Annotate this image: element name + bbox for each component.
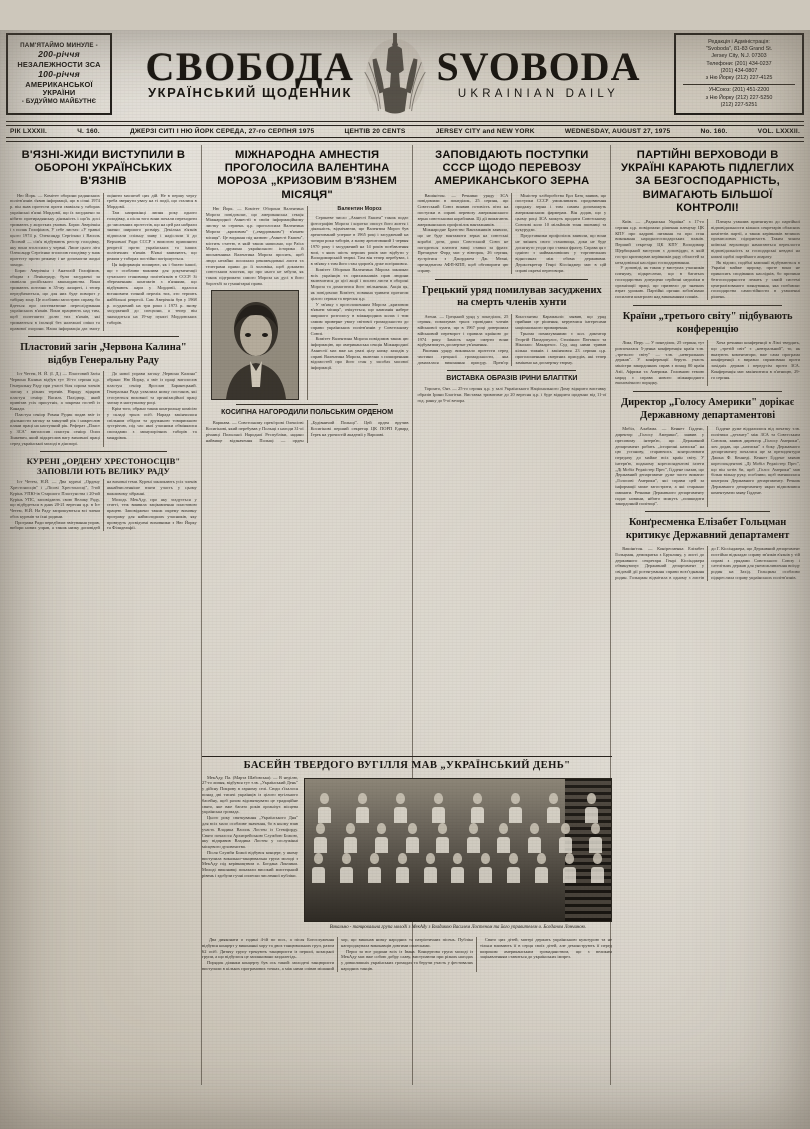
english-title-block — [436, 43, 641, 100]
article-headline-plast-rada: Пластовий загін „Червона Калина" відбув Генеральну Раду — [20, 342, 187, 366]
newspaper-title-english: SVOBODA — [436, 43, 641, 89]
article-body-voa-director — [615, 426, 800, 507]
article-headline-party-bosses: ПАРТІЙНІ ВЕРХОВОДИ В УКРАЇНІ КАРАЮТЬ ПІДЛЕГЛИХ ЗА БЕЗГОСПОДАРНІСТЬ, ВИМАГАЮТЬ БІЛЬШОЇ КОНТРОЛІ! — [620, 149, 795, 214]
dateline-year-en: VOL. LXXXII. — [757, 128, 800, 135]
paragraph: Цього року святкування „Українського Дня" для всіх мало особливе значення, бо в ньому взяв участь Владика Василь Лостен із Стемфорду. Свято почалося Архиєрейською Службою Божою, яку відправив Владика Лостен у сослужінні місцевого духовенства. — [202, 815, 298, 850]
paragraph: Два дияконати о годині 4-ій по пол., а після Богослуження відбувся концерт у виконанні хору та двох танцювальних груп, разом 62 осіб. Дитячу групу тренують танцюристи із першої, козацької групи, а що відбулося це запляновано заздалегідь. — [202, 936, 334, 960]
contact-line-9: (212) 227-5251 — [720, 102, 758, 109]
paragraph: Перш за все родини всіх із Івана. Концертова група молоді із МекАду має вже собою добру славу, виступаючи при різних нагодах у довколишніх українських громадах та беручи участь у фестивалях народних танців. — [341, 948, 473, 971]
paragraph: Хоча речники конференції в Лімі твердять, що „третій світ" є „невтральний", то, як вказують коментатори, вже сама програма конференції є виразно спрямована проти західніх держав і передусім проти ЗСА. Конференція має закінчитися в п'ятницю, 29-го серпня. — [711, 340, 800, 380]
paragraph: Ню Йорк. — Комітет оборони радянських політв'язнів з'явив інформації, що в січні 1974 р. він знав протести проти свавілля у таборах українські в'язні Мордовії, що їх засуджено за нібито протирадянську діяльність і що'їх досі тримають у жорстких умовах. Борис Аверічкін і з поляк Голофімов, У себе листах: «У травні цього 1974 р. Олександр Сергієнко і Василь Лісовий — сім'я відбувають реєстр голодівку, яку вони зголосили у червні. Лише цього літа Олександр Сергієнко зголосив голодівку у знак протесту проти режиму і не допомогли жодні заходи. — [10, 192, 100, 268]
paragraph: Міжнародне Братство Вантажників заявило, що не буде вантажити зерна на совєтські кораблі доти, доки Совєтський Союз не погодиться платити вищі ставки за фрахт. Президент Форд має у вівторок, 26 серпня, зустрітися з Джорджем Дж. Меані, президентом АФП-КПП, щоб обговорити цю справу. — [417, 227, 509, 273]
ukrainian-title-block — [145, 43, 355, 101]
paragraph: Порядок ділянки концерту був ось такий: молодечі танцюристи виступали в кількох програмових точках, а між ними співав мішаний хор, що виконав низку народних та патріотичних пісень. Публіка нагороджувала виконавців довгими оплесками. — [202, 936, 473, 971]
paragraph: Представники профспілок заявили, що вони не змінять свого становища, доки не буде досягнуто угоди про ставки фрахту. Справа ця є однією з найважливіших у торговельних відносинах між обома державами. Держсекретар Генрі Кіссінджер має в цій справі окремі переговори. — [515, 233, 607, 273]
dateline-place-en: JERSEY CITY and NEW YORK — [435, 128, 535, 135]
section-divider — [447, 370, 576, 371]
article-headline-crusaders-kurin: КУРЕНІ „ОРДЕНУ ХРЕСТОНОСЦІВ" ЗАПОВІЛИ ЮТЬ ВЕЛИКУ РАДУ — [26, 455, 181, 476]
trident-statue-emblem-icon — [358, 33, 432, 115]
paragraph: Торонто, Онт. — 25-го серпня ц.р. у залі Українського Національного Дому відкрито виставку образів Ірини Благітки. Виставка триватиме до 20 вересня ц.р. і буде відкрита щоденно від 11-ої год. ранку до 9-ої вечора. — [417, 385, 607, 403]
paragraph: Молодь МекАду, про яку згадується у статті, теж виявила зацікавлення пластовою працею. Заповіджено також окрему виховну програму для наймолодших учасників, яку проведуть досвідчені виховники з Ню Йорку та Філядельфії. — [106, 496, 197, 531]
coal-region-feature — [202, 756, 612, 972]
article-body-party-bosses — [615, 219, 800, 300]
anniversary-line-4: 100-річчя — [38, 69, 80, 80]
newspaper-front-page — [0, 30, 810, 1129]
contact-divider — [683, 84, 795, 85]
article-body-third-world-conference — [615, 340, 800, 386]
article-body-grain-transport — [417, 193, 606, 274]
article-headline-jewish-prisoners: В'ЯЗНІ-ЖИДИ ВИСТУПИЛИ В ОБОРОНІ УКРАЇНСЬКИХ В'ЯЗНІВ — [21, 149, 186, 188]
paragraph: Борис Аверічкін і Анатолій Голофімов, обидва з Ленінграду, були засуджені за свавілля російського законодавства. Вони тримають поточно в 35-му лазареті, і тепер передбачається, що для них буде поворот у табірну зону. Це особливо загострює справу, бо йдеться про систематичне переслідування українських в'язнів. Вони працюють над тим, щоб полегшити долю тих в'язнів, які тримаються в ізоляції без належної опіки та правової охорони. Наша інформація дає змогу оцінити масштаб цих дій. Не в першу чергу треба звернути увагу на ті події, що сталися в Мордовії. — [10, 192, 197, 331]
article-body-holtzman-criticism — [615, 546, 800, 581]
paragraph: Варшава. — Совєтському прем'єрові Олексієві Косигінові, який перебував у Польщі з нагоди 31-ої річниці Польської Народної Республіки, надано найвище відзначення Польщі — орден „Будівничий Польщі". Цей орден вручив Косигінові перший секретар ЦК ПОРП Едвард Ґерек на урочистій академії у Варшаві. — [205, 420, 409, 443]
anniversary-line-2: 200-річчя — [38, 49, 80, 60]
contact-line-5: (201) 434-0807 — [720, 67, 758, 74]
paragraph: Комітет Оборони Валентина Мороза закликає всіх українців та прихильників прав людини включитися до цієї акції і писати листи в обороні Мороза та домагатися його звільнення. Акція ця, як повідомляє Комітет, повинна тривати протягом цілого серпня та вересня ц.р. — [310, 266, 409, 301]
article-body-blahitka-exhibit — [417, 386, 606, 403]
section-divider — [645, 511, 770, 512]
contact-line-8: з Ню Йорку (212) 227-5250 — [705, 94, 773, 101]
paragraph: Вашінґтон. — Речники уряду ЗСА повідомили в понеділок, 25 серпня, що Совєтський Союз виявив готовість піти на поступки в справі перевозу американського зерна совєтськими кораблями. Ці дії вимагають американських профспілок вантажників. — [417, 192, 509, 227]
article-headline-coal-region-ukrainian-day: БАСЕЙН ТВЕРДОГО ВУГІЛЛЯ МАВ „УКРАЇНСЬКИЙ ДЕНЬ" — [243, 760, 571, 771]
photo-caption-mcadoo-group: Вокально - танцювальна група молоді з МекАду з Владикою Василем Лостеном та його управителем о. Богданом Лончиною. — [329, 924, 587, 930]
paragraph: Міністер хліборобства Ерл Батц заявив, що поступки СССР уможливлять продовження продажу зерна і тим самим допоможуть американським фармерам. Він додав, що у цьому році ЗСА можуть продати Совєтському Союзові коло 10 мільйонів тонн пшениці та кукурудзи. — [515, 192, 607, 233]
dateline-year-ua: РІК LXXXII. — [10, 128, 48, 135]
article-headline-amnesty-moroz: МІЖНАРОДНА АМНЕСТІЯ ПРОГОЛОСИЛА ВАЛЕНТИНА МОРОЗА „КРИЗОВИМ В'ЯЗНЕМ МІСЯЦЯ" — [217, 149, 397, 201]
contact-line-4: Телефони: (201) 434-0237 — [706, 60, 772, 67]
newspaper-subtitle-ukrainian: УКРАЇНСЬКИЙ ЩОДЕННИК — [147, 85, 353, 101]
paragraph: До нової управи загону „Червона Калина" обрано: Ню Йорку, а звіт із праці виголосив пластун сеніор Ярослав Баранецький. Генеральна Рада ухвалила низку постанов, які стосуються виховної та організаційної праці загону в наступному році. — [106, 371, 197, 406]
paragraph: Ліма, Перу. — У понеділок, 25 серпня, тут розпочалася 5-денна конференція країн т.зв. „третього світу" — т.зв. „невтральних держав". У конференції беруть участь міністри закордонних справ з понад 80 країн Азії, Африки та Америки. Головною темою нарад є справа нового міжнародного економічного порядку. — [615, 340, 705, 386]
contact-line-3: Jersey City, N.J. 07303 — [711, 53, 767, 60]
newspaper-subtitle-english: UKRAINIAN DAILY — [457, 87, 620, 100]
paragraph: Як відомо, подібні кампанії відбуваються в Україні майже щороку, проте вони не приносять сподіваних наслідків, бо причини безгосподарности лежать у самій системі централізованого плянування, яка позбавляє господарства самостійности в ухваленні рішень. — [711, 259, 800, 300]
article-headline-blahitka-exhibit: ВИСТАВКА ОБРАЗІВ ІРИНИ БЛАГІТКИ — [446, 374, 578, 382]
portrait-photo-moroz — [211, 290, 299, 400]
article-body-amnesty-moroz — [206, 206, 409, 400]
section-divider — [236, 404, 379, 405]
paragraph: Ґіддене дуже віддалилося від початку т.зв. політики „детанту" між ЗСА та Совєтським Союзом, заявив директор „Голосу Америки", хоч додав, що „натиски" з боку Державного департаменту почалися ще за президентури Джона Ф. Кеннеді. Кеннет Ґіддене заявив кореспондентові „Ді Мобіл Реджістер Прес", що він хотів би, щоб „Голос Америки" мав більш вільну руку, особливо, щоб зменшилася контроля Державного департаменту. Речник Державного департаменту якраз відмовлявся коментувати заяву Ґіддене. — [711, 426, 800, 495]
section-divider — [633, 391, 782, 392]
dateline-issue-ua: Ч. 160. — [77, 128, 100, 135]
paragraph: Крім того, обрано також контрольну комісію у складі трьох осіб. Нарада закінчилася спільним обідом та дружньою товариською зустріччю, під час якої учасники обмінялися спогадами з минулорічних таборів та мандрівок. — [106, 406, 197, 440]
paragraph: Пластун сеніор Роман Рудик подав звіт із діяльности загону за минулий рік і накреслив плани праці на наступний рік. Реферат „Пласт у ЗСА" виголосив пластун сеніор Осип Зінкевич, який підкреслив вагу виховної праці серед української молоді в діяспорі. — [10, 411, 100, 446]
column-4 — [611, 145, 804, 1085]
paragraph: МекАду, Па. (Марта Шабовська). — В неділю, 27-го липня, відбувся тут т.зв. „Український День" у дійсну Покрову в гарному селі. Сюди з'їхалося понад дві тисячі українців із цілого вугільного басейну, щоб разом відсвяткувати це традиційне свято, яке вже багато років організує місцева українська громада. — [202, 774, 298, 815]
contact-line-2: "Svoboda", 81-83 Grand St. — [705, 45, 773, 52]
contact-line-7: УНСоюз: (201) 451-2200 — [708, 87, 770, 94]
paragraph: Атени. — Грецький уряд у понеділок, 25 серпня, помилував трьох провідних членів військової хунти, що в 1967 році довершила військовий переворот і правила країною до 1974 року. Замість кари смерти вони відбуватимуть досмертне ув'язнення. — [417, 313, 509, 348]
group-photo-mcadoo-youth — [304, 778, 612, 922]
dateline-place-date-ua: ДЖЕРЗІ СИТІ І НЮ ЙОРК СЕРЕДА, 27-го СЕРПНЯ 1975 — [129, 128, 315, 135]
section-divider — [435, 279, 588, 280]
section-divider — [40, 451, 167, 452]
article-body-greek-pardon — [417, 314, 606, 366]
contact-line-6: з Ню Йорку (212) 227-4125 — [705, 75, 773, 82]
newspaper-title-ukrainian: СВОБОДА — [145, 43, 355, 89]
paragraph: Київ. — „Радянська Україна" з 17-го серпня ц.р. повідомляє рішення пленуму ЦК КПУ про кадрові питання та про стан виконання народногосподарських планів. Перший секретар ЦК КПУ Володимир Щербицький виступив з доповіддю, в якій гостро критикував керівників ряду областей за незадовільні наслідки господарювання. — [615, 219, 705, 265]
anniversary-line-5: АМЕРИКАНСЬКОЇ УКРАЇНИ — [25, 79, 93, 98]
paragraph: Трьома помилуваними є кол. диктатор Георгій Пападопулос, Стиліянос Паттакос та Ніколаос Макарезос. Суд над ними тривав кілька тижнів і закінчився 23 серпня ц.р. проголошенням смертних присудів, які тепер замінено на досмертну тюрму. — [515, 330, 607, 365]
article-headline-third-world-conference: Країни „третього світу" підбувають конференцію — [622, 311, 793, 335]
paragraph: Вашінґтон. — Конґресменка Елізабет Гольцман, демократка з Бруклину, у листі до державного секретаря Генрі Кіссінджера обвинувачує Державний департамент у свідомій дії розтягування справи возз'єднання родин. Гольцман відмітила в одному з листів до Г. Кіссінджера, що Державний департамент постійно відкладає справу зв'язків в'язнів у тій справі з урядами Совєтського Союзу і сателітних держав для унеможливлення виїзду родин на Захід. Гольцман особливо підкреслила справу українських політв'язнів. — [615, 546, 800, 581]
article-headline-greek-pardon: Грецький уряд помилував засуджених на смерть членів хунти — [421, 284, 602, 309]
paragraph: У доповіді, як також у виступах учасників пленуму, підкреслено, що в багатьох господарствах допущено серйозні недоліки в організації праці, що призвело до значних втрат урожаю. Партійні органи зобов'язано посилити контролю над виконанням планів. — [615, 265, 705, 300]
article-body-plast-rada — [10, 371, 197, 446]
dateline-price: ЦЕНТІВ 20 CENTS — [344, 128, 406, 135]
paragraph: Свято цих дітей, матері держать українською культурою та не тільки вливають її в серця своїх дітей, але демонструють її перед широким американським громадянством, що з великим зацікавленням ставиться до українських імпрез. — [480, 936, 612, 960]
section-divider — [28, 336, 179, 337]
article-headline-kosygin-order: КОСИГІНА НАГОРОДИЛИ ПОЛЬСЬКИМ ОРДЕНОМ — [221, 408, 394, 416]
anniversary-line-6: - БУДУЙМО МАЙБУТНЄ — [21, 97, 97, 105]
paragraph: Іст Четем, Н. Й. (І. Д.) — Пластовий Загін Червона Калина відбув тут 16-го серпня ц.р. Генеральну Раду при участі біля сорока членів загону з різних теренів. Нараду відкрив пластун сеніор Василь Палідвор, який привітав усіх присутніх, а зокрема гостей із Канади. — [10, 371, 100, 412]
coal-article-body — [202, 937, 612, 972]
article-headline-voa-director: Директор „Голосу Америки" дорікає Державному департаментові — [620, 397, 795, 421]
masthead — [6, 30, 804, 118]
coal-photo-area — [304, 775, 612, 935]
paragraph: Програма Ради передбачає звітування управ, вибори нових управ, а також низку доповідей на виховні теми. Куpені закликають усіх членів якнайчисленніше взяти участь у цьому важливому зібранні. — [10, 479, 197, 531]
paragraph: Серпневе число „Амнесті Екшен" також подає фотографію Мороза і коротко описує його життя і діяльність, відмічаючи, що Валентин Мороз був арештований уперше в 1965 році і засуджений на чотири роки таборів, а знову арештований 1 червня 1970 року і засуджений на 14 років позбавлення волі, з яких шість перших років має відбути у Володимирській тюрмі. Там він тепер перебуває, і в зв'язку з тим його стан здоров'я дуже погіршився. — [310, 214, 409, 267]
contact-info-box — [674, 33, 804, 115]
paragraph: Після Служби Божої відбувся концерт, у якому виступила вокально-танцювальна група молоді з МекАду під керівництвом о. Богдана Лончини. Молоді виконавці показали високий мистецький рівень і здобули гучні оплески численної публіки. — [202, 849, 298, 878]
paragraph: Мобіл, Алабама. — Кеннет Ґідденс, директор „Голосу Америки", заявив у пресовому інтерв'ю, що Державний департамент робить „історичні натиски" на цю установу, стараючись контролювати передачу до майже всіх країн світу. У інтерв'ю, поданому кореспондентові ґазети „Ді Мобіл Реджістер Прес", Ґіддене сказав, що Державний департамент дуже часто вимагає „Голосові Америки", які справи цей за інформації може загострити, а які старанно оминати. Речники Державного департаменту подає новини, нібито можуть „пошкодити закордонній політиці". — [615, 426, 705, 507]
section-divider — [633, 305, 782, 306]
masthead-title-area — [112, 33, 674, 115]
article-body-crusaders-kurin — [10, 479, 197, 531]
paragraph: Ця інформація поширює, як і багато іншої, що є особливо важлива для документації сучасного становища політв'язнів в СССР. Зі збереженням контактів з в'язнями, що відбувають кари у Мордовії, вдалося встановити точний перелік тих, хто терпить найбільші репресії. Сам Аверічкін був у 1968 р. осуджений на три роки і 1973 р. знову засуджений до спецзони, а тепер він знаходиться на 19-му пункті Мордовських таборів. — [106, 262, 197, 325]
article-body-kosygin-order — [206, 420, 409, 443]
article-headline-holtzman-criticism: Конґресменка Елізабет Гольцман критикує Державний департамент — [625, 517, 790, 541]
paragraph: Пленум ухвалив притягнути до партійної відповідальности кількох секретарів обласних комітетів партії, а також керівників великих промислових підприємств. Таким чином київські верховоди намагаються перекласти відповідальність за господарські невдачі на нижчі щаблі партійного апарату. — [711, 219, 800, 259]
anniversary-line-3: НЕЗАЛЕЖНОСТИ ЗСА — [17, 60, 101, 70]
column-1 — [6, 145, 201, 1085]
paragraph: Там наприкінці липня року одного голодівку, а після того вони почали переходити до численних протестів, що на цей раз набрали значно ширшого розміру. Декілька в'язнів підписали спільну заяву і надіслали її до Верховної Ради СССР з вимогою припинити репресії проти українських та інших політичних в'язнів. В'язні заявляють, що режим у таборах постійно погіршується. — [106, 210, 197, 262]
paragraph: Ню Йорк. — Комітет Оборони Валентина Мороза повідомляє, що американська секція Міжнародної Амнестії в своїм інформаційному листку за серпень ц.р. проголосила Валентина Мороза „кризовим" („гвардованим") в'язнем місяця". Це видання під назвою „Амнесті Екшен", містить статтю, в якій також написано, що Раїса Мороз, дружина українського історика й письменника Валентина Мороза просить, щоб люди негайно посилали рекомендовані листи та телеграми прямо до її чоловіка, щоб доказати совєтським властям, що про нього не забули, як також підтримати самого Мороза на дусі в його боротьбі за гуманітарні права. — [205, 205, 304, 287]
photo-caption-moroz: Валентин Мороз — [337, 205, 382, 212]
coal-article-lead-column — [202, 775, 298, 935]
contact-line-1: Редакція і Адміністрація: — [708, 38, 770, 45]
paragraph: У зв'язку з проголошенням Мороза „кризовим в'язнем місяця", очікується, що кампанія набере ширшого розголосу в міжнародних колах і тим самим приверне увагу світової громадськости до справи українських політв'язнів у Совєтському Союзі. — [310, 301, 409, 336]
anniversary-box — [6, 33, 112, 115]
dateline-date-en: WEDNESDAY, AUGUST 27, 1975 — [564, 128, 671, 135]
dateline-issue-en: No. 160. — [700, 128, 728, 135]
dateline — [6, 126, 804, 137]
paragraph: Комітет Валентина Мороза повідомив також цю інформацію, що американська секція Міжнародної Амнестії має вже на увазі цілу низку заходів у справі Валентина Мороза, включно з поширенням відомостей про його стан у засобах масової інформації. — [310, 336, 409, 371]
article-headline-grain-transport: ЗАПОВІДАЮТЬ ПОСТУПКИ СССР ЩОДО ПЕРЕВОЗУ АМЕРИКАНСЬКОГО ЗЕРНА — [434, 149, 590, 188]
paragraph: Іст Четем, Н.Й. — Два куpені „Ордену Хрестоносців" і „Лісові Хрестоносці", 5-ий Курінь УПЮ-ів Старшого Пластунства і 20-ий Курінь УПС, заповідають свою Велику Раду, що відбудеться в днях 20-21 вересня ц.р. в Іст Четем, Н.Й. На Раду запрошуються всі члени обох куренів та їхні родини. — [10, 479, 100, 519]
article-body-jewish-prisoners — [10, 193, 197, 332]
dateline-rule-bottom — [6, 137, 804, 142]
anniversary-line-1: ПАМ'ЯТАЙМО МИНУЛЕ - — [20, 41, 98, 49]
paragraph: Рішення уряду викликало протести серед частини грецької громадськости, яка домагалася виконання присуду. Прем'єр Константин Караманліс заявив, що уряд прийняв це рішення, керуючися інтересами національного примирення. — [417, 313, 607, 365]
